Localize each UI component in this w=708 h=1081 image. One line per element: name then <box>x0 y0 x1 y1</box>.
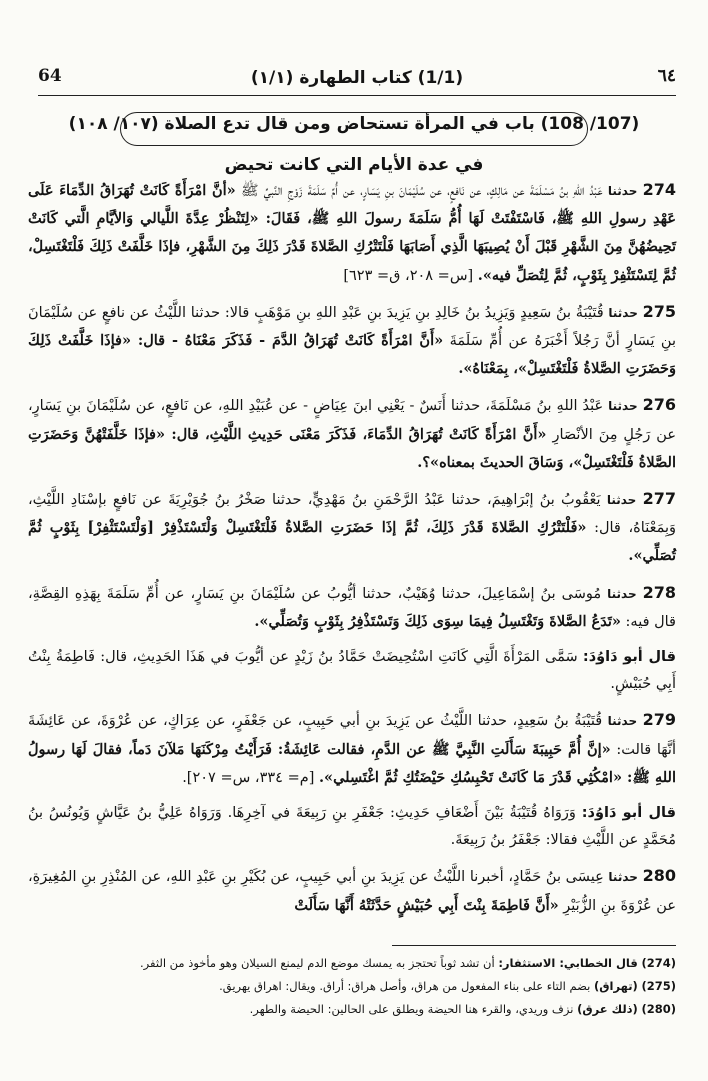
note-text: وَرَوَاهُ قُتَيْبَةُ بَيْنَ أَضْعَافِ حَدِيثِ: جَعْفَرِ بنِ رَبِيعَةَ في آخِرِهَا. وَرَوَاهُ عَلِيُّ بنُ عَيَّاشٍ وَيُونُسُ بنُ مُحَمَّدٍ عن اللَّيْثِ فقالا: جَعْفَرُ بنُ رَبِيعَةَ. <box>28 805 676 849</box>
footnote-text: نزف وريدي، والقرء هنا الحيضة ويطلق على الحالين: الحيضة والطهر. <box>249 1002 574 1016</box>
hadith-number: 274 <box>642 180 676 199</box>
hadith-278 <box>28 579 676 636</box>
hadith-label: حدثنا <box>607 714 638 729</box>
chapter-subtitle: في عدة الأيام التي كانت تحيض <box>224 155 484 175</box>
footnote-number: (280) <box>641 1002 676 1016</box>
matn: «أَنَّ فَاطِمَةَ بِنْتَ أَبِي حُبَيْشٍ حَدَّثَتْهُ أَنَّهَا سَأَلَتْ <box>294 896 559 914</box>
isnad: يَعْقُوبُ بنُ إبْرَاهِيمَ، حدثنا عَبْدُ الرَّحْمَنِ بنُ مَهْدِيٍّ، حدثنا صَخْرُ بنُ جُوَيْرِيَةَ عن نَافعٍ بإسْنَادِ اللَّيْثِ، وَبِمَعْنَاهُ، قال: <box>28 492 676 537</box>
abu-dawud-label: قال أبو دَاوُدَ: <box>582 649 676 666</box>
matn: «إنَّ أُمَّ حَبِيبَةَ سَأَلَتِ النَّبِيَّ ﷺ عن الدَّمِ، فقالت عَائِشَةُ: فَرَأَيْتُ مِرْكَنَهَا مَلآنَ دَماً، فقالَ لَهَا رسولُ اللهِ ﷺ: «امْكُثِي قَدْرَ مَا كَانَتْ تَحْبِسُكِ حَيْضَتُكِ ثُمَّ اغْتَسِلي». <box>28 740 676 786</box>
footnote-274 <box>28 952 676 975</box>
hadith-label: حدثنا <box>607 586 637 601</box>
footnote-headword: (ذلك عرق) <box>577 1002 638 1016</box>
running-header <box>38 64 676 96</box>
matn: «تَدَعُ الصَّلاةَ وَتَغْتَسِلُ فِيمَا سِوَى ذَلِكَ وَتَسْتَذْفِرُ بِثَوْبٍ وَتُصَلِّي». <box>254 612 621 630</box>
footnote-text: بضم التاء على بناء المفعول من هراق، وأصل هراق: أراق. ويقال: اهراق يهريق. <box>219 979 591 993</box>
main-text <box>28 176 676 928</box>
hadith-275 <box>28 298 676 384</box>
isnad: قُتَيْبَةُ بنُ سَعِيدٍ، حدثنا اللَّيْثُ عن يَزِيدَ بنِ أبي حَبِيبٍ، عن جَعْفَرٍ، عن عِرَاكٍ، عن عُرْوَةَ، عن عَائِشَةَ أنَّهَا قالت: <box>28 713 676 758</box>
footnote-number: (275) <box>641 979 676 993</box>
hadith-label: حدثنا <box>608 305 638 320</box>
hadith-number: 275 <box>642 301 677 321</box>
footnote-number: (274) <box>641 956 676 970</box>
reference: [م= ٣٣٤، س= ٢٠٧]. <box>182 769 315 786</box>
matn: «فَلْتَتْرُكِ الصَّلاةَ قَدْرَ ذَلِكَ، ثُمَّ إذَا حَضَرَتِ الصَّلاةُ فَلْتَغْتَسِلْ وَلْتَسْتَذْفِرْ [وَلْتَسْتَثْفِرْ] بِثَوْبٍ ثُمَّ تُصَلِّي». <box>28 519 676 565</box>
footnote-280 <box>28 998 676 1021</box>
isnad: عِيسَى بنُ حَمَّادٍ، أخبرنا اللَّيْثُ عن يَزِيدَ بنِ أبي حَبِيبٍ، عن بُكَيْرِ بنِ عَبْدِ اللهِ، عن المُنْذِرِ بنِ المُغِيرَةِ، عن عُرْوَةَ بنِ الزُّبَيْرِ <box>28 869 676 914</box>
abu-dawud-note <box>28 644 676 698</box>
isnad: عَبْدُ اللهِ بنُ مَسْلَمَةَ، حدثنا أَنَسٌ - يَعْنِي ابنَ عِيَاضٍ - عن عُبَيْدِ اللهِ، عن نَافعٍ، عن سُلَيْمَانَ بنِ يَسَارٍ، عن رَجُلٍ مِنَ الأنْصَارِ <box>28 398 676 443</box>
abu-dawud-label: قال أبو دَاوُدَ: <box>581 805 676 822</box>
page-number-latin: 64 <box>38 66 62 86</box>
hadith-label: حدثنا <box>606 493 637 508</box>
footnote-headword: قال الخطابي: الاستثفار: <box>498 956 638 970</box>
matn: «أَنَّ امْرَأَةً كَانَتْ تُهَرَاقُ الدِّمَاءَ، فَذَكَرَ مَعْنَى حَدِيثِ اللَّيْثِ، قال: «فإذَا خَلَّفَتْهُنَّ وَحَضَرَتِ الصَّلاةُ فَلْتَغْتَسِلْ»، وَسَاقَ الحديثَ بمعناه»؟. <box>28 425 676 471</box>
hadith-number: 280 <box>642 866 677 886</box>
hadith-280 <box>28 862 676 919</box>
footnote-275 <box>28 975 676 998</box>
hadith-number: 278 <box>642 582 677 602</box>
hadith-number: 279 <box>642 710 677 730</box>
footnotes <box>28 952 676 1021</box>
hadith-276 <box>28 391 676 477</box>
footnote-text: أن تشد ثوباً تحتجز به يمسك موضع الدم ليمنع السيلان وهو مأخوذ من الثفر. <box>140 956 495 970</box>
hadith-number: 276 <box>642 395 677 415</box>
matn: «أنَّ امْرَأَةً كَانَتْ تُهَرَاقُ الدِّمَاءَ عَلَى عَهْدِ رسولِ اللهِ ﷺ، فَاسْتَفْتَتْ لَهَا أُمُّ سَلَمَةَ رسولَ اللهِ ﷺ، فَقَالَ: «لِتَنْظُرْ عِدَّةَ اللَّيالي وَالأيَّامِ الَّتي كَانَتْ تَحِيضُهُنَّ مِنَ الشَّهْرِ قَبْلَ أَنْ يُصِيبَهَا الَّذِي أَصَابَهَا فَلْتَتْرُكِ الصَّلاةَ قَدْرَ ذَلِكَ مِنَ الشَّهْرِ، فإذَا خَلَّفَتْ ذَلِكَ فَلْتَغْتَسِلْ، ثُمَّ لِتَسْتَثْفِرْ بِثَوْبٍ، ثُمَّ لِتُصَلِّ فيه». <box>28 182 677 284</box>
isnad: مُوسَى بنُ إسْمَاعِيلَ، حدثنا وُهَيْبٌ، حدثنا أيُّوبُ عن سُلَيْمَانَ بنِ يَسَارٍ، عن أُمِّ سَلَمَةَ بِهَذِهِ القِصَّةِ، قال فيه: <box>28 585 676 630</box>
isnad: عَبْدُ اللهِ بنُ مَسْلَمَةَ عن مَالِكٍ، عن نَافعٍ، عن سُلَيْمَانَ بنِ يَسَارٍ، عن أُمِّ سَلَمَةَ زَوْجِ النَّبيِّ ﷺ <box>240 183 603 199</box>
reference: [س= ٢٠٨، ق= ٦٢٣] <box>343 267 474 284</box>
page-number-arabic: ٦٤ <box>657 66 676 86</box>
hadith-279 <box>28 706 676 792</box>
footnote-divider <box>392 945 676 946</box>
note-text: سَمَّى المَرْأَةَ الَّتِي كَانَتِ اسْتُحِيضَتْ حَمَّادُ بنُ زَيْدٍ عن أيُّوبَ في هَذَا الحَدِيثِ، قال: فَاطِمَةُ بِنْتُ أَبِي حُبَيْشٍ. <box>28 649 676 693</box>
hadith-277 <box>28 485 676 571</box>
hadith-274 <box>28 176 676 290</box>
chapter-title: (107/ 108) باب في المرأة تستحاض ومن قال تدع الصلاة (١٠٧/ ١٠٨) <box>68 114 640 134</box>
book-section-title: (1/1) كتاب الطهارة (١/١) <box>250 68 464 88</box>
hadith-label: حدثنا <box>608 870 638 885</box>
hadith-label: حدثنا <box>607 184 638 198</box>
abu-dawud-note <box>28 800 676 854</box>
hadith-number: 277 <box>642 489 677 509</box>
isnad: قُتَيْبَةُ بنُ سَعِيدٍ وَيَزِيدُ بنُ خَالِدِ بنِ يَزِيدَ بنِ عَبْدِ اللهِ بنِ مَوْهَبٍ قالا: حدثنا اللَّيْثُ عن نافعٍ عن سُلَيْمَانَ بنِ يَسَارٍ أنَّ رَجُلاً أَخْبَرَهُ عن أُمِّ سَلَمَةَ <box>28 304 677 350</box>
hadith-label: حدثنا <box>608 399 638 414</box>
matn: «أَنَّ امْرَأَةً كَانَتْ تُهَرَاقُ الدَّمَ - فَذَكَرَ مَعْنَاهُ - قال: «فإذَا خَلَّفَتْ ذَلِكَ وَحَضَرَتِ الصَّلاةُ فَلْتَغْتَسِلْ»، بِمَعْنَاهُ». <box>28 332 676 378</box>
footnote-headword: (تهراق) <box>593 979 638 993</box>
